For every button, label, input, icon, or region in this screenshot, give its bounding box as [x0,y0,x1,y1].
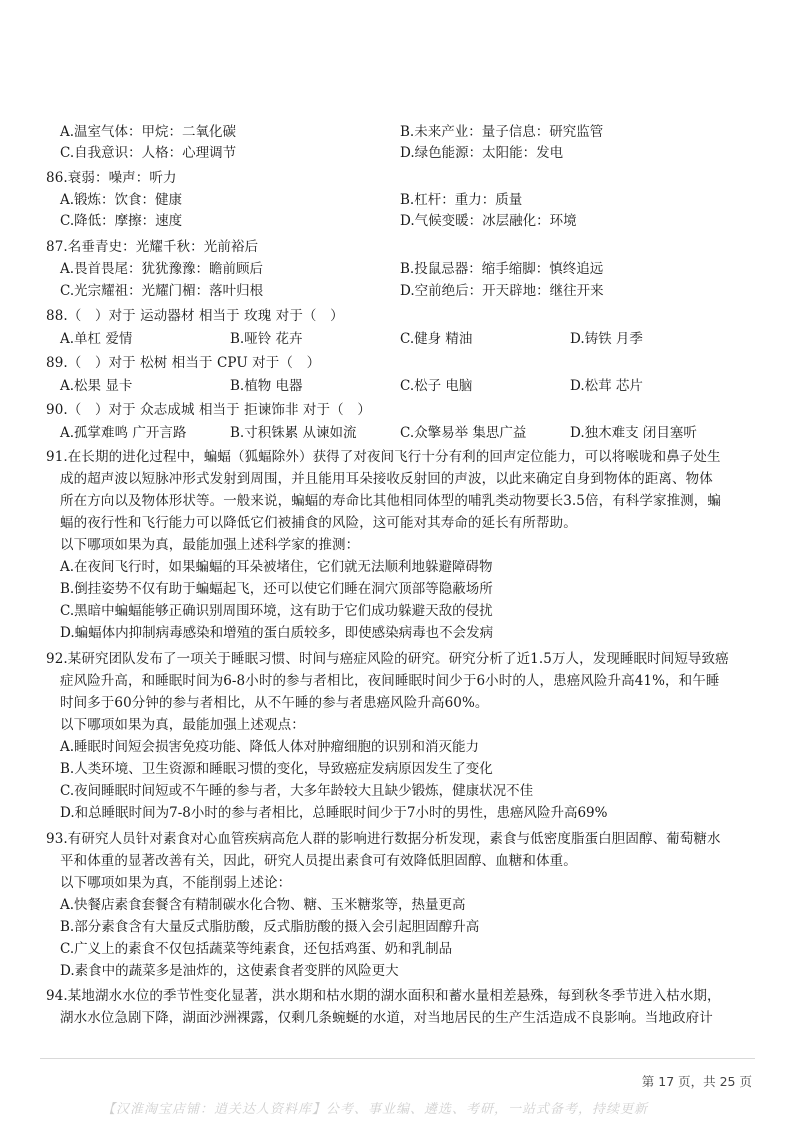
q91-option-d: D.蝙蝠体内抑制病毒感染和增殖的蛋白质较多，即使感染病毒也不会发病 [60,625,494,641]
q89-option-c: C.松子 电脑 [400,378,473,394]
q93-option-a: A.快餐店素食套餐含有精制碳水化合物、糖、玉米糖浆等，热量更高 [60,897,466,913]
q92-option-c: C.夜间睡眠时间短或不午睡的参与者，大多年龄较大且缺少锻炼，健康状况不佳 [60,783,534,799]
q86-option-b: B.杠杆：重力：质量 [400,192,523,208]
q93-option-c: C.广义上的素食不仅包括蔬菜等纯素食，还包括鸡蛋、奶和乳制品 [60,941,453,957]
q91-passage-line: 蝠的夜行性和飞行能力可以降低它们被捕食的风险，这可能对其寿命的延长有所帮助。 [60,515,577,531]
q87-option-c: C.光宗耀祖：光耀门楣：落叶归根 [60,283,264,299]
q92-question: 以下哪项如果为真，最能加强上述观点： [60,717,305,733]
q86-option-a: A.锻炼：饮食：健康 [60,192,183,208]
q91-passage-line: 所在方向以及物体形状等。一般来说，蝙蝠的寿命比其他相同体型的哺乳类动物要长3.5倍，有科学家推测，蝙 [60,493,721,509]
q86-stem: 86.衰弱：噪声：听力 [46,170,177,186]
q91-option-c: C.黑暗中蝙蝠能够正确识别周围环境，这有助于它们成功躲避天敌的侵扰 [60,603,493,619]
q92-option-d: D.和总睡眠时间为7-8小时的参与者相比，总睡眠时间少于7小时的男性，患癌风险升高69% [60,805,608,821]
q85-option-d: D.绿色能源：太阳能：发电 [400,145,564,161]
q89-option-d: D.松茸 芯片 [570,378,643,394]
q94-passage-line: 湖水水位急剧下降，湖面沙洲裸露，仅剩几条蜿蜒的水道，对当地居民的生产生活造成不良影响。当地政府计 [60,1010,713,1026]
q88-option-c: C.健身 精油 [400,331,473,347]
q93-passage-line: 93.有研究人员针对素食对心血管疾病高危人群的影响进行数据分析发现，素食与低密度脂蛋白胆固醇、葡萄糖水 [46,831,721,847]
q85-option-b: B.未来产业：量子信息：研究监管 [400,124,604,140]
q88-option-b: B.哑铃 花卉 [230,331,303,347]
q90-stem: 90.（ ）对于 众志成城 相当于 拒谏饰非 对于（ ） [46,402,371,418]
q88-option-a: A.单杠 爱情 [60,331,133,347]
q91-option-a: A.在夜间飞行时，如果蝙蝠的耳朵被堵住，它们就无法顺利地躲避障碍物 [60,559,493,575]
q90-option-d: D.独木难支 闭目塞听 [570,425,697,441]
q88-stem: 88.（ ）对于 运动器材 相当于 玫瑰 对于（ ） [46,308,344,324]
footer-divider [40,1058,755,1059]
q91-option-b: B.倒挂姿势不仅有助于蝙蝠起飞，还可以使它们睡在洞穴顶部等隐蔽场所 [60,581,493,597]
q94-passage-line: 94.某地湖水水位的季节性变化显著，洪水期和枯水期的湖水面积和蓄水量相差悬殊，每到秋冬季节进入枯水期， [46,988,721,1004]
watermark-text: 【汉淮淘宝店铺：逍关达人资料库】公考、事业编、遴选、考研，一站式备考，持续更新 [102,1102,649,1117]
q93-option-b: B.部分素食含有大量反式脂肪酸，反式脂肪酸的摄入会引起胆固醇升高 [60,919,480,935]
q93-option-d: D.素食中的蔬菜多是油炸的，这使素食者变胖的风险更大 [60,963,399,979]
q92-option-b: B.人类环境、卫生资源和睡眠习惯的变化，导致癌症发病原因发生了变化 [60,761,493,777]
q86-option-d: D.气候变暖：冰层融化：环境 [400,213,577,229]
q87-option-d: D.空前绝后：开天辟地：继往开来 [400,283,604,299]
q85-option-c: C.自我意识：人格：心理调节 [60,145,237,161]
q88-option-d: D.铸铁 月季 [570,331,643,347]
q85-option-a: A.温室气体：甲烷：二氧化碳 [60,124,237,140]
q87-option-a: A.畏首畏尾：犹犹豫豫：瞻前顾后 [60,261,264,277]
q86-option-c: C.降低：摩擦：速度 [60,213,183,229]
q91-passage-line: 91.在长期的进化过程中，蝙蝠（狐蝠除外）获得了对夜间飞行十分有利的回声定位能力，可以将喉咙和鼻子处生 [46,449,721,465]
q87-stem: 87.名垂青史：光耀千秋：光前裕后 [46,239,259,255]
q90-option-b: B.寸积铢累 从谏如流 [230,425,357,441]
q90-option-c: C.众擎易举 集思广益 [400,425,527,441]
q89-option-a: A.松果 显卡 [60,378,133,394]
q92-passage-line: 时间多于60分钟的参与者相比，从不午睡的参与者患癌风险升高60%。 [60,695,489,711]
q92-passage-line: 症风险升高，和睡眠时间为6-8小时的参与者相比，夜间睡眠时间少于6小时的人，患癌风险升高41%，和午睡 [60,673,720,689]
page-number: 第 17 页，共 25 页 [641,1074,752,1089]
q92-option-a: A.睡眠时间短会损害免疫功能、降低人体对肿瘤细胞的识别和消灭能力 [60,739,480,755]
q90-option-a: A.孤掌难鸣 广开言路 [60,425,187,441]
q89-option-b: B.植物 电器 [230,378,303,394]
q87-option-b: B.投鼠忌器：缩手缩脚：慎终追远 [400,261,604,277]
q92-passage-line: 92.某研究团队发布了一项关于睡眠习惯、时间与癌症风险的研究。研究分析了近1.5万人，发现睡眠时间短导致癌 [46,651,729,667]
q93-passage-line: 平和体重的显著改善有关，因此，研究人员提出素食可有效降低胆固醇、血糖和体重。 [60,853,577,869]
q91-question: 以下哪项如果为真，最能加强上述科学家的推测： [60,537,360,553]
q91-passage-line: 成的超声波以短脉冲形式发射到周围，并且能用耳朵接收反射回的声波，以此来确定自身到物体的距离、物体 [60,471,713,487]
q93-question: 以下哪项如果为真，不能削弱上述论： [60,875,292,891]
q89-stem: 89.（ ）对于 松树 相当于 CPU 对于（ ） [46,355,321,371]
